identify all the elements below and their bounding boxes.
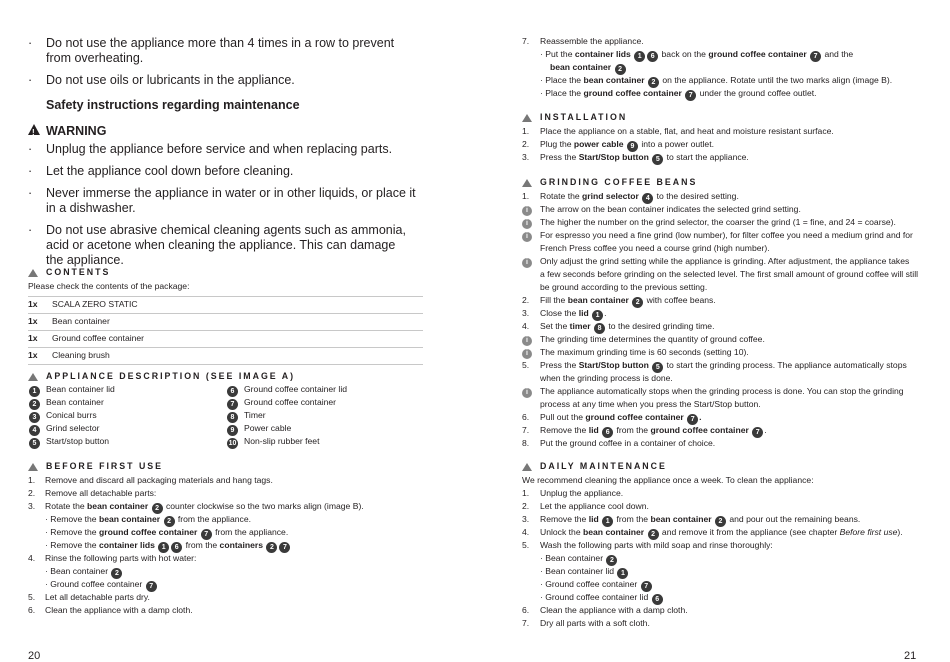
info-icon: i: [522, 388, 532, 398]
before-first-use-steps: 1. Remove and discard all packaging materials and hang tags. 2. Remove all detachable parts: 3. Rotate the bean container 2 counter clockwise so the two marks align (image B). · Remove the bean container 2 from the appliance. · Remove the ground coffee container 7 from the appliance. · Remove the container lids 1 6 from the containers 2 7 4. Rinse the following parts with hot water: · Bean container 2 · Ground coffee container 7 5. Let all detachable parts dry. 6. Clean the appliance with a damp cloth.: [28, 475, 364, 615]
info-icon: i: [522, 206, 532, 216]
parts-list: 1 Bean container lid 2 Bean container 3 Conical burrs 4 Grind selector 5 Start/stop button 6 Ground coffee container lid 7 Ground coffee container 8 Timer 9 Power cable 10 Non-slip rubber feet: [28, 383, 423, 449]
triangle-icon: [522, 463, 532, 471]
info-icon: i: [522, 219, 532, 229]
table-row: 1x Bean container: [28, 313, 423, 331]
daily-maintenance-heading: DAILY MAINTENANCE: [522, 461, 922, 473]
page-number: 20: [28, 650, 41, 662]
triangle-icon: [28, 373, 38, 381]
warning-icon: [28, 124, 40, 135]
page-number: 21: [904, 650, 917, 662]
table-row: 1x Ground coffee container: [28, 330, 423, 348]
contents-heading: CONTENTS: [28, 267, 423, 279]
installation-heading: INSTALLATION: [522, 112, 922, 124]
info-icon: i: [522, 258, 532, 268]
reassemble-step: 7. Reassemble the appliance. · Put the container lids 1 6 back on the ground coffee container 7 and the bean container 2 · Place the bean container 2 on the appliance. Rotate until the two marks align (image B). · Place the ground coffee container 7 under the ground coffee outlet.: [522, 36, 893, 99]
info-icon: i: [522, 336, 532, 346]
triangle-icon: [28, 463, 38, 471]
table-row: 1x SCALA ZERO STATIC: [28, 296, 423, 314]
before-first-use-heading: BEFORE FIRST USE: [28, 461, 423, 473]
triangle-icon: [522, 114, 532, 122]
info-icon: i: [522, 232, 532, 242]
table-row: 1x Cleaning brush: [28, 347, 423, 365]
triangle-icon: [28, 269, 38, 277]
grinding-steps: 1. Rotate the grind selector 4 to the desired setting. i The arrow on the bean container indicates the selected grind setting. i The higher the number on the grind selector, the coarser the grind (1 = fine, and 24 = coarse). i For espresso you need a fine grind (low number), for filter coffee you need a medium grind and for French Press coffee you need a course grind (high number). i Only adjust the grind setting while the appliance is grinding. After adjustment, the appliance takes a few seconds before grinding on the selected level. The first small amount of ground coffee will still be ground according to the previous setting. 2. Fill the bean container 2 with coffee beans. 3. Close the lid 1 . 4. Set the timer 8 to the desired grinding time. i The grinding time determines the quantity of ground coffee. i The maximum grinding time is 60 seconds (setting 10). 5. Press the Start/Stop button 5 to start the grinding process. The appliance automatically stops when the grinding process is done. i The appliance automatically stops when the grinding process is done. You can stop the grinding process at any time when you press the Start/Stop button. 6. Pull out the ground coffee container 7 . 7. Remove the lid 6 from the ground coffee container 7 . 8. Put the ground coffee in a container of choice.: [522, 191, 919, 448]
info-icon: i: [522, 349, 532, 359]
appliance-description-heading: APPLIANCE DESCRIPTION (SEE IMAGE A): [28, 371, 423, 383]
grinding-heading: GRINDING COFFEE BEANS: [522, 177, 922, 189]
installation-steps: 1. Place the appliance on a stable, flat, and heat and moisture resistant surface. 2. Plug the power cable 9 into a power outlet. 3. Press the Start/Stop button 5 to start the appliance.: [522, 126, 834, 163]
daily-maintenance-steps: We recommend cleaning the appliance once a week. To clean the appliance: 1. Unplug the appliance. 2. Let the appliance cool down. 3. Remove the lid 1 from the bean container 2 and pour out the remaining beans. 4. Unlock the bean container 2 and remove it from the appliance (see chapter Before first use). 5. Wash the following parts with mild soap and rinse thoroughly: · Bean container 2 · Bean container lid 1 · Ground coffee container 7 · Ground coffee container lid 6 6. Clean the appliance with a damp cloth. 7. Dry all parts with a soft cloth.: [522, 475, 903, 628]
triangle-icon: [522, 179, 532, 187]
